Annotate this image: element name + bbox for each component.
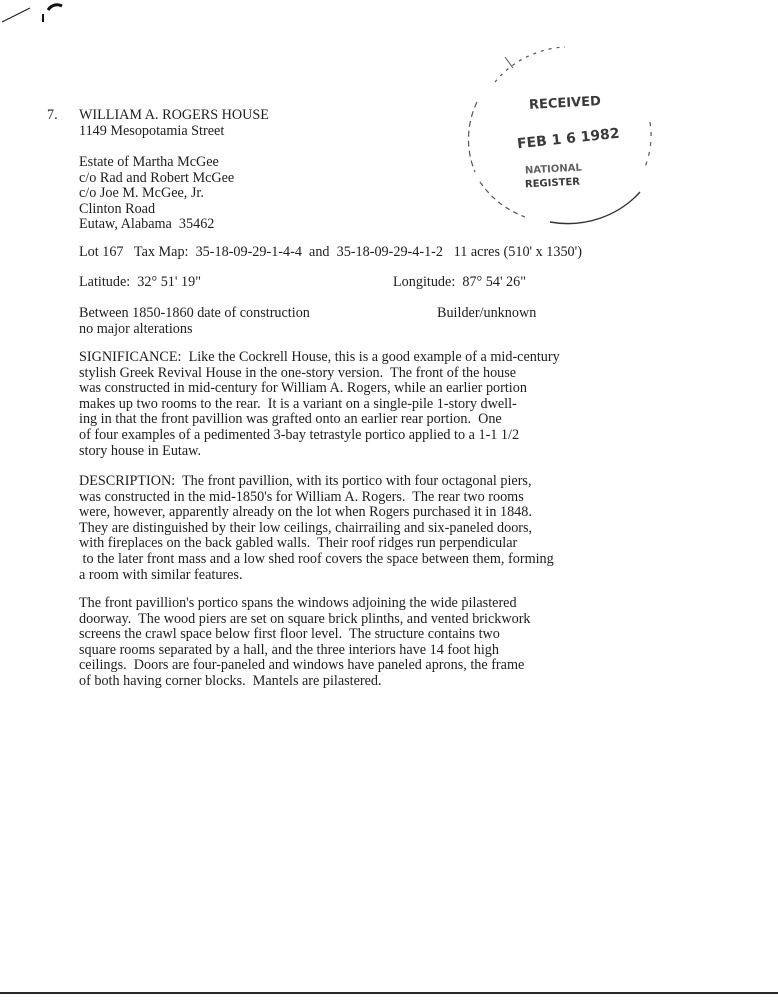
owner-line: c/o Joe M. McGee, Jr. xyxy=(79,185,204,202)
lot-tax-map-line: Lot 167 Tax Map: 35-18-09-29-1-4-4 and 35-18-09-29-4-1-2 11 acres (510' x 1350') xyxy=(79,244,582,260)
text-line: DESCRIPTION: The front pavillion, with its portico with four octagonal piers, xyxy=(79,473,532,489)
text-line: of both having corner blocks. Mantels are pilastered. xyxy=(79,672,382,689)
text-line: screens the crawl space below first floor level. The structure contains two xyxy=(79,626,500,643)
construction-date xyxy=(79,306,719,337)
description-paragraph xyxy=(79,474,719,583)
text-line: stylish Greek Revival House in the one-story version. The front of the house xyxy=(79,364,517,381)
received-stamp xyxy=(455,42,665,237)
text-line: square rooms separated by a hall, and the three interiors have 14 foot high xyxy=(79,641,499,658)
longitude: Longitude: 87° 54' 26" xyxy=(393,274,527,290)
entry-number: 7. xyxy=(47,107,58,123)
portico-paragraph xyxy=(79,596,719,690)
owner-line: Clinton Road xyxy=(79,200,156,217)
page-bottom-edge xyxy=(0,992,778,994)
text-line: ceilings. Doors are four-paneled and windows have paneled aprons, the frame xyxy=(79,657,525,674)
stamp-received: RECEIVED xyxy=(528,94,602,113)
property-address: 1149 Mesopotamia Street xyxy=(79,123,225,139)
text-line: to the later front mass and a low shed roof covers the space between them, forming xyxy=(79,550,554,567)
stamp-register: REGISTER xyxy=(524,176,581,191)
stamp-date: FEB 1 6 1982 xyxy=(516,125,621,153)
text-line: a room with similar features. xyxy=(79,566,243,583)
text-line: They are distinguished by their low ceilings, chairrailing and six-paneled doors, xyxy=(79,519,533,536)
construction-line: no major alterations xyxy=(79,320,193,337)
text-line: story house in Eutaw. xyxy=(79,442,202,459)
text-line: with fireplaces on the back gabled walls. Their roof ridges run perpendicular xyxy=(79,535,518,552)
text-line: was constructed in mid-century for William A. Rogers, while an earlier portion xyxy=(79,380,527,397)
text-line: of four examples of a pedimented 3-bay tetrastyle portico applied to a 1-1 1/2 xyxy=(79,426,520,443)
construction-line: Between 1850-1860 date of construction xyxy=(79,305,310,321)
text-line: makes up two rooms to the rear. It is a variant on a single-pile 1-story dwell- xyxy=(79,395,517,412)
owner-line: Estate of Martha McGee xyxy=(79,154,219,170)
text-line: were, however, apparently already on the lot when Rogers purchased it in 1848. xyxy=(79,504,532,521)
significance-paragraph xyxy=(79,350,719,459)
property-title: WILLIAM A. ROGERS HOUSE xyxy=(79,107,269,123)
builder: Builder/unknown xyxy=(437,305,537,321)
text-line: ing in that the front pavillion was grafted onto an earlier rear portion. One xyxy=(79,411,502,428)
owner-line: c/o Rad and Robert McGee xyxy=(79,169,235,186)
text-line: The front pavillion's portico spans the windows adjoining the wide pilastered xyxy=(79,595,517,611)
owner-line: Eutaw, Alabama 35462 xyxy=(79,216,215,233)
stamp-national: NATIONAL xyxy=(524,162,583,177)
text-line: was constructed in the mid-1850's for William A. Rogers. The rear two rooms xyxy=(79,488,524,505)
scan-mark xyxy=(0,0,80,30)
text-line: SIGNIFICANCE: Like the Cockrell House, this is a good example of a mid-century xyxy=(79,349,560,365)
latitude: Latitude: 32° 51' 19" xyxy=(79,274,201,290)
text-line: doorway. The wood piers are set on square brick plinths, and vented brickwork xyxy=(79,610,531,627)
